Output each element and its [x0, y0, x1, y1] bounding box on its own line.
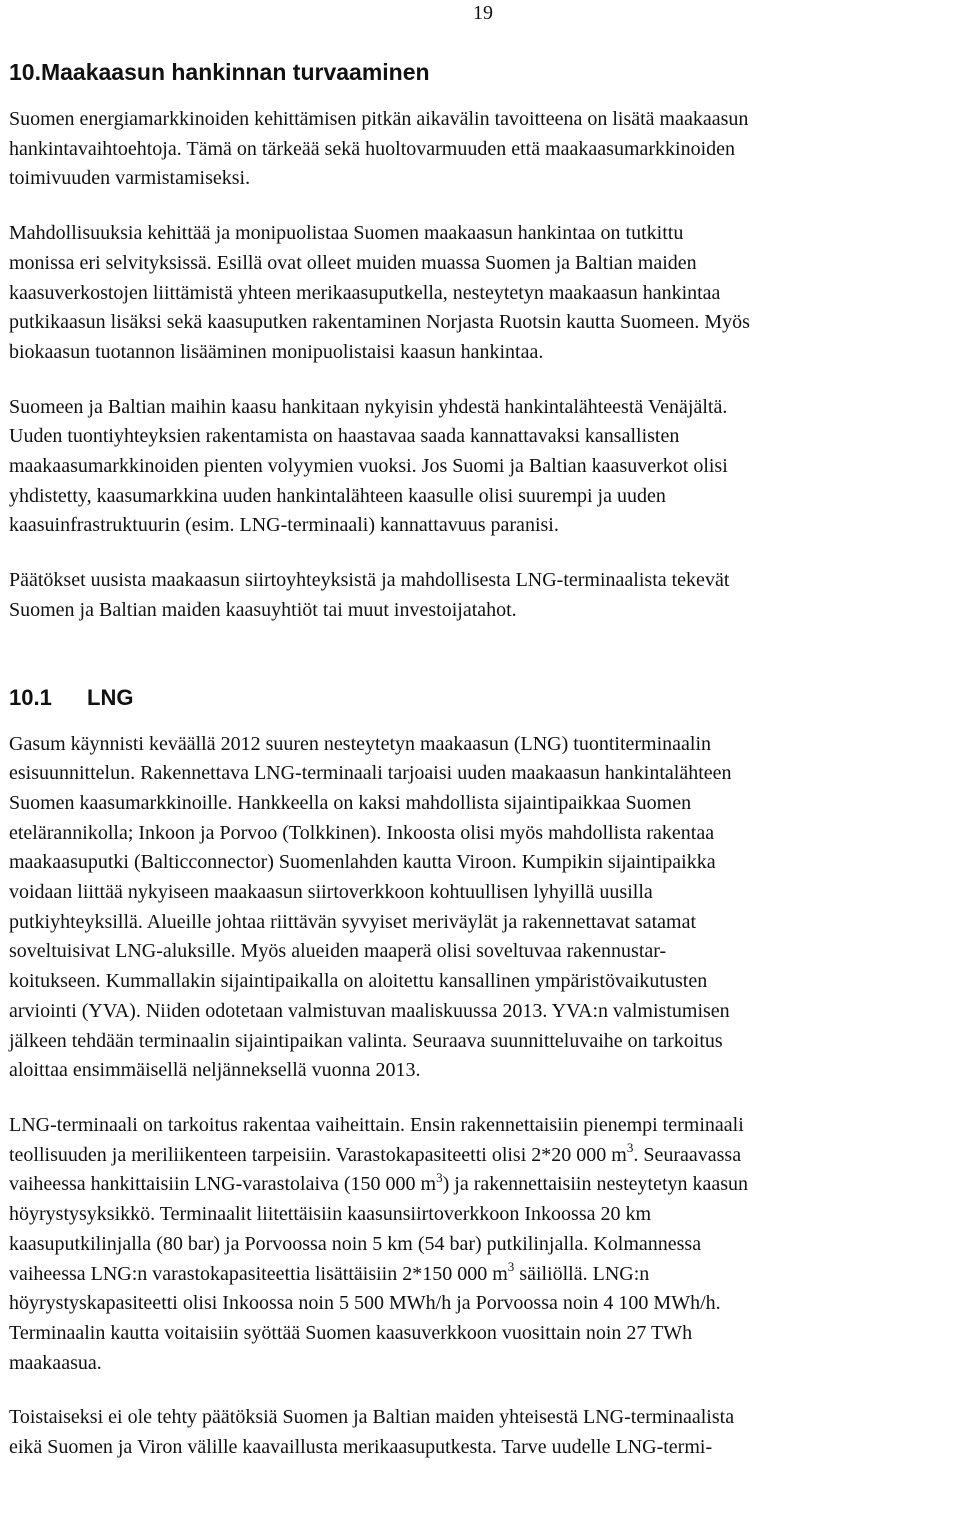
text-line: maakaasua. [9, 1351, 102, 1374]
section-number: 10. [9, 59, 41, 85]
text-line: kaasuputkilinjalla (80 bar) ja Porvoossa noin 5 km (54 bar) putkilinjalla. Kolmannessa [9, 1232, 702, 1255]
text-line: soveltuisivat LNG-aluksille. Myös alueiden maaperä olisi soveltuvaa rakennustar- [9, 940, 667, 963]
text-fragment: . Seuraavassa [633, 1143, 742, 1166]
section-heading [9, 57, 951, 87]
text-line: höyrystysyksikkö. Terminaalit liitettäisiin kaasunsiirtoverkkoon Inkoossa 20 km [9, 1203, 652, 1226]
text-line: toimivuuden varmistamiseksi. [9, 167, 251, 190]
text-line: putkikaasun lisäksi sekä kaasuputken rakentaminen Norjasta Ruotsin kautta Suomeen. Myös [9, 311, 750, 334]
text-line: arviointi (YVA). Niiden odotetaan valmistuvan maaliskuussa 2013. YVA:n valmistumisen [9, 999, 730, 1022]
paragraph [9, 1111, 951, 1378]
subsection-heading [9, 683, 951, 713]
superscript: 3 [507, 1258, 515, 1274]
text-line: höyrystyskapasiteetti olisi Inkoossa noin 5 500 MWh/h ja Porvoossa noin 4 100 MWh/h. [9, 1292, 721, 1315]
text-line: Suomen kaasumarkkinoille. Hankkeella on kaksi mahdollista sijaintipaikkaa Suomen [9, 791, 692, 814]
text-line: LNG-terminaali on tarkoitus rakentaa vaiheittain. Ensin rakennettaisiin pienempi terminaali [9, 1113, 744, 1136]
text-line: maakaasumarkkinoiden pienten volyymien vuoksi. Jos Suomi ja Baltian kaasuverkot olisi [9, 455, 728, 478]
text-line: biokaasun tuotannon lisääminen monipuolistaisi kaasun hankintaa. [9, 340, 544, 363]
text-line: Suomeen ja Baltian maihin kaasu hankitaan nykyisin yhdestä hankintalähteestä Venäjältä. [9, 395, 728, 418]
text-fragment: ) ja rakennettaisiin nesteytetyn kaasun [442, 1173, 749, 1196]
text-line: eikä Suomen ja Viron välille kaavaillusta merikaasuputkesta. Tarve uudelle LNG-termi- [9, 1436, 713, 1459]
text-line: etelärannikolla; Inkoon ja Porvoo (Tolkkinen). Inkoosta olisi myös mahdollista rakentaa [9, 821, 715, 844]
text-fragment: vaiheessa hankittaisiin LNG-varastolaiva (150 000 m [9, 1173, 437, 1196]
text-line [9, 1141, 951, 1171]
text-line: jälkeen tehdään terminaalin sijaintipaikan valinta. Seuraava suunnitteluvaihe on tarkoitus [9, 1029, 723, 1052]
paragraph [9, 1403, 951, 1462]
text-line: Suomen energiamarkkinoiden kehittämisen pitkän aikavälin tavoitteena on lisätä maakaasun [9, 108, 749, 130]
text-line: Päätökset uusista maakaasun siirtoyhteyksistä ja mahdollisesta LNG-terminaalista tekevät [9, 569, 730, 592]
paragraph [9, 105, 951, 194]
document-body [9, 57, 951, 1463]
superscript: 3 [436, 1169, 443, 1185]
paragraph [9, 566, 951, 625]
text-line: voidaan liittää nykyiseen maakaasun siirtoverkkoon kohtuullisen lyhyillä uusilla [9, 881, 653, 904]
subsection-title: LNG [87, 684, 134, 710]
text-line: Suomen ja Baltian maiden kaasuyhtiöt tai muut investoijatahot. [9, 598, 517, 621]
text-line [9, 1170, 951, 1200]
text-line: monissa eri selvityksissä. Esillä ovat olleet muiden muassa Suomen ja Baltian maiden [9, 251, 697, 274]
text-line: kaasuverkostojen liittämistä yhteen merikaasuputkella, nesteytetyn maakaasun hankintaa [9, 281, 721, 304]
text-fragment: säiliöllä. LNG:n [514, 1262, 650, 1285]
text-line: maakaasuputki (Balticconnector) Suomenlahden kautta Viroon. Kumpikin sijaintipaikka [9, 851, 716, 874]
paragraph [9, 730, 951, 1086]
text-line: Gasum käynnisti keväällä 2012 suuren nesteytetyn maakaasun (LNG) tuontiterminaalin [9, 732, 712, 755]
section-title: Maakaasun hankinnan turvaaminen [40, 59, 430, 85]
text-line: putkiyhteyksillä. Alueille johtaa riittävän syvyiset meriväylät ja rakennettavat satamat [9, 910, 697, 933]
subsection-number: 10.1 [9, 684, 52, 710]
text-fragment: vaiheessa LNG:n varastokapasiteettia lisättäisiin 2*150 000 m [9, 1262, 508, 1285]
text-line [9, 1260, 951, 1290]
text-line: aloittaa ensimmäisellä neljänneksellä vuonna 2013. [9, 1059, 421, 1082]
text-line: Toistaiseksi ei ole tehty päätöksiä Suomen ja Baltian maiden yhteisestä LNG-terminaalista [9, 1406, 735, 1429]
text-line: kaasuinfrastruktuurin (esim. LNG-terminaali) kannattavuus paranisi. [9, 514, 559, 537]
text-fragment: teollisuuden ja meriliikenteen tarpeisiin. Varastokapasiteetti olisi 2*20 000 m [9, 1143, 627, 1166]
page-number: 19 [473, 2, 493, 24]
text-line: yhdistetty, kaasumarkkina uuden hankintalähteen kaasulle olisi suurempi ja uuden [9, 484, 666, 507]
text-line: Mahdollisuuksia kehittää ja monipuolistaa Suomen maakaasun hankintaa on tutkittu [9, 222, 684, 245]
text-line: koitukseen. Kummallakin sijaintipaikalla on aloitettu kansallinen ympäristövaikutusten [9, 970, 708, 993]
text-line: Uuden tuontiyhteyksien rakentamista on haastavaa saada kannattavaksi kansallisten [9, 425, 680, 448]
text-line: Terminaalin kautta voitaisiin syöttää Suomen kaasuverkkoon vuosittain noin 27 TWh [9, 1321, 693, 1344]
paragraph [9, 219, 951, 368]
paragraph [9, 393, 951, 542]
superscript: 3 [626, 1140, 634, 1156]
text-line: esisuunnittelun. Rakennettava LNG-terminaali tarjoaisi uuden maakaasun hankintalähteen [9, 762, 732, 785]
text-line: hankintavaihtoehtoja. Tämä on tärkeää sekä huoltovarmuuden että maakaasumarkkinoiden [9, 137, 736, 160]
